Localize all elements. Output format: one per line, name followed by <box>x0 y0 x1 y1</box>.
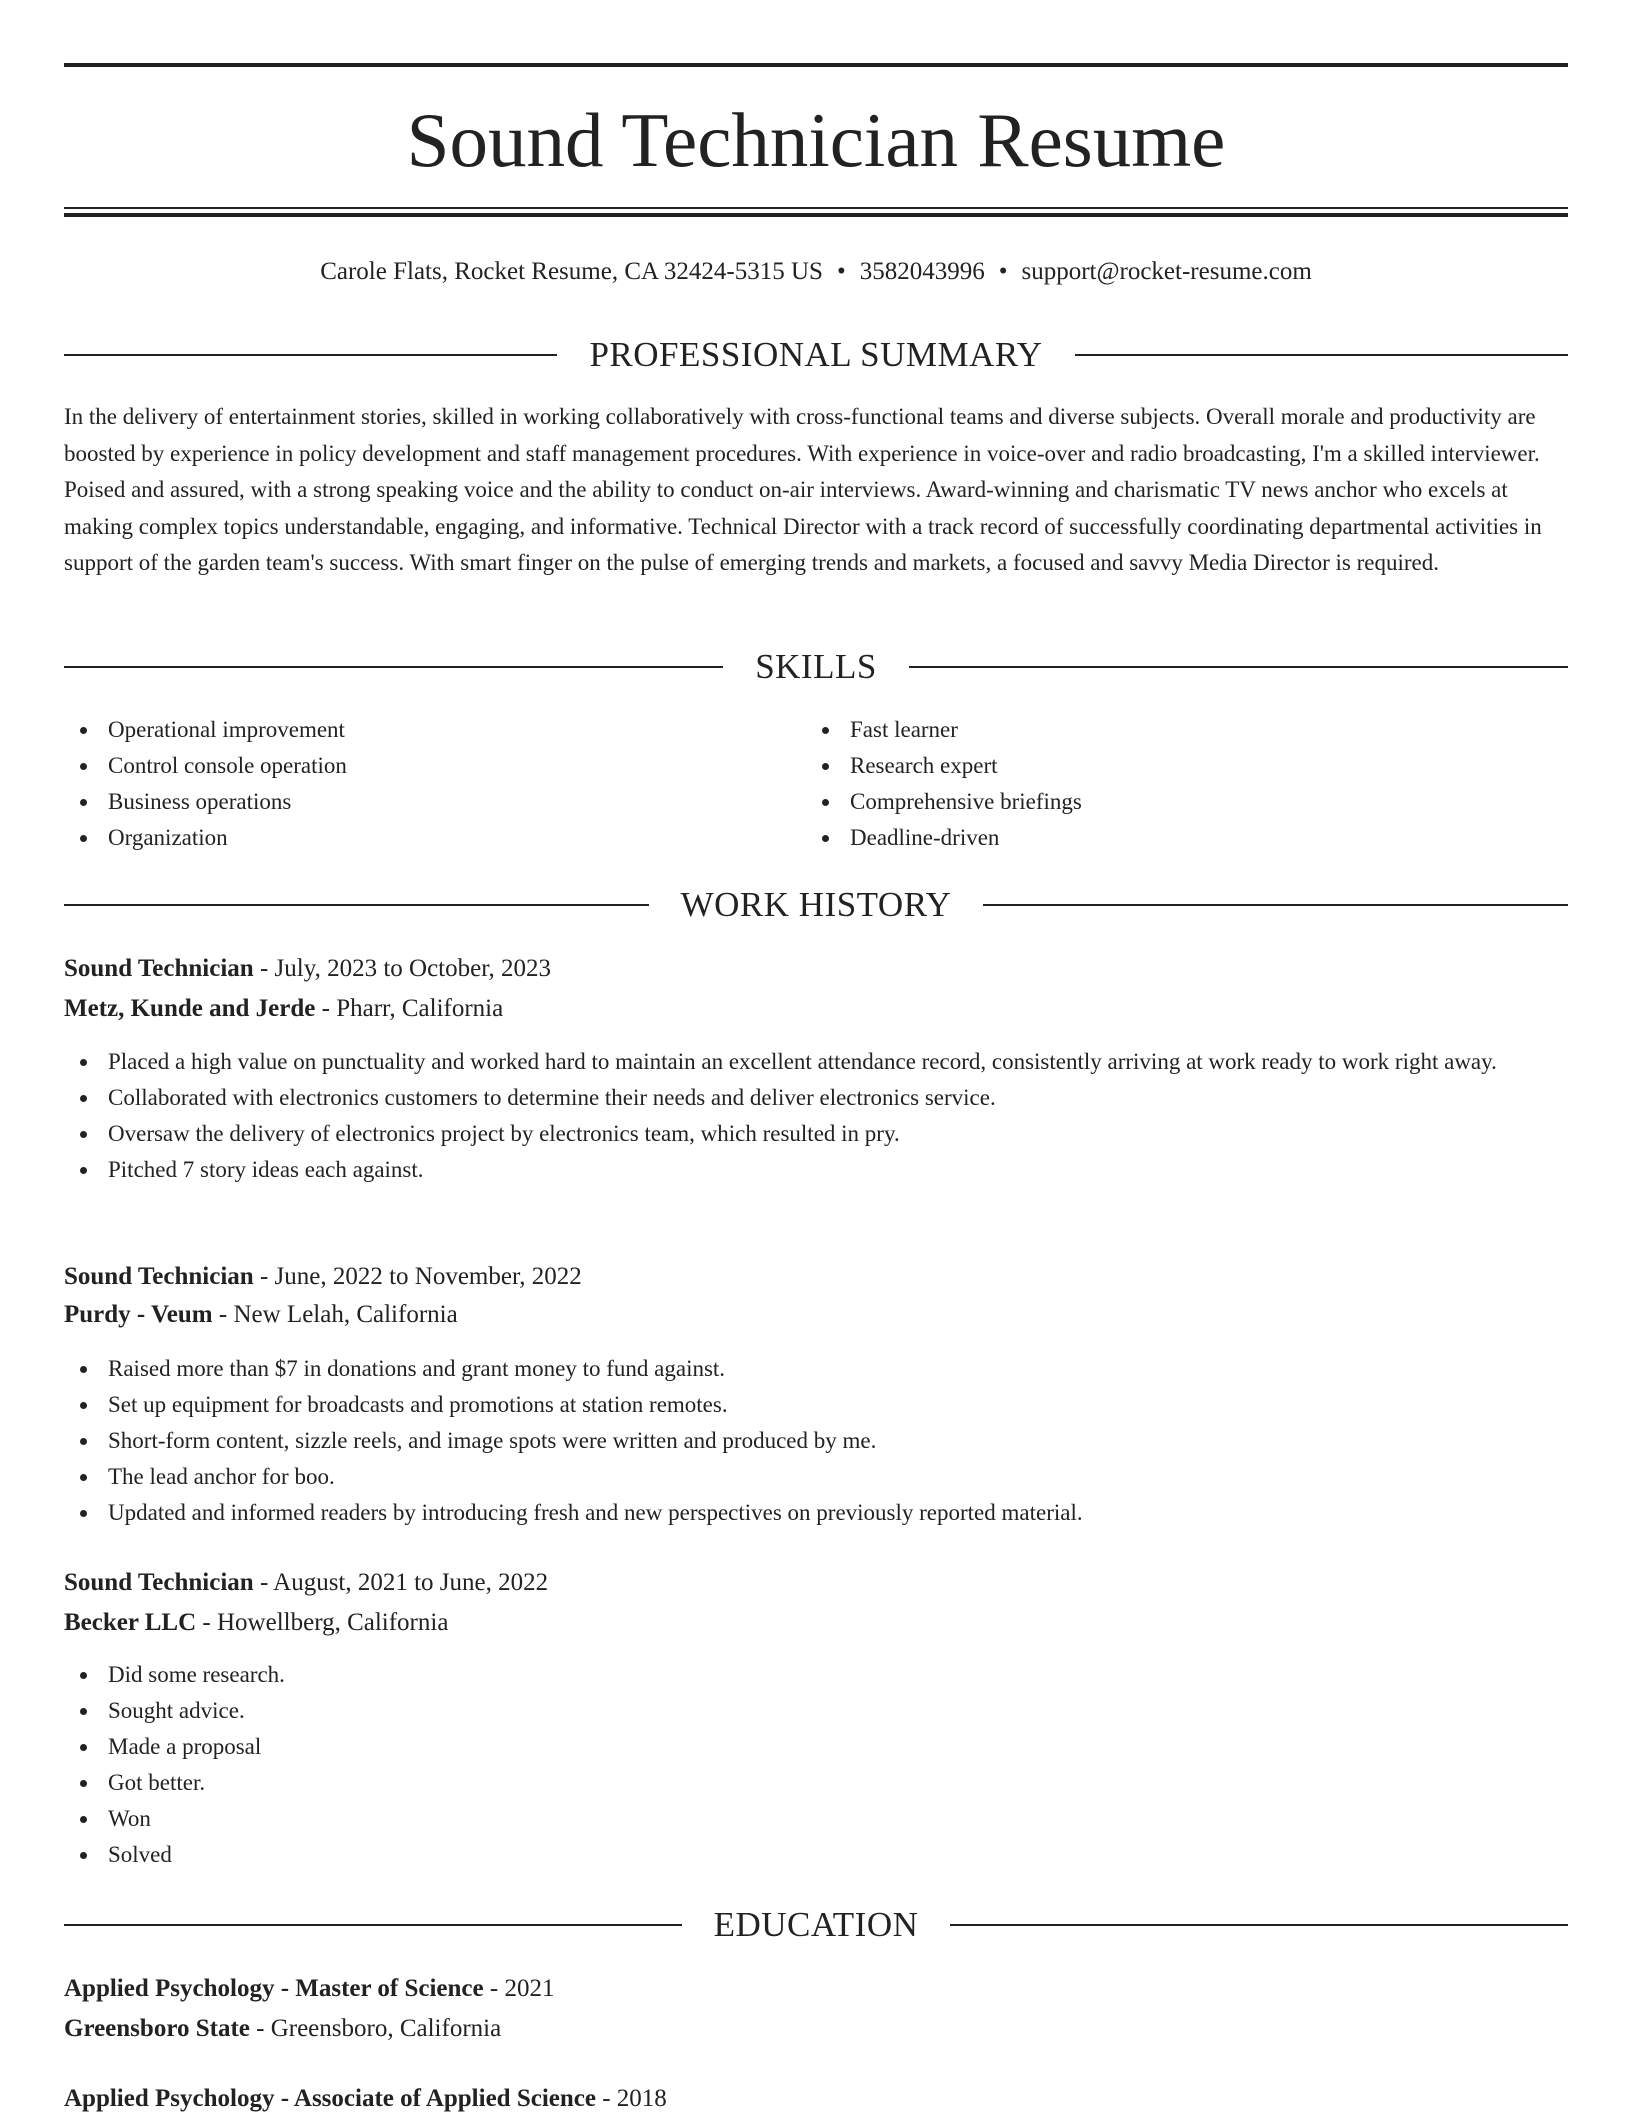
skill-item: Comprehensive briefings <box>806 784 1082 820</box>
skill-item: Organization <box>64 820 347 856</box>
heading-rule <box>983 904 1568 906</box>
contact-email: support@rocket-resume.com <box>1021 258 1312 285</box>
job-title: Sound Technician <box>64 955 254 982</box>
contact-phone: 3582043996 <box>859 258 985 285</box>
top-rule <box>64 63 1568 67</box>
contact-separator: • <box>836 258 846 285</box>
job-company: Purdy - Veum <box>64 1301 213 1328</box>
heading-rule <box>64 904 649 906</box>
job-bullet: Pitched 7 story ideas each against. <box>64 1152 1568 1188</box>
skill-item: Deadline-driven <box>806 820 1082 856</box>
job-location: - Howellberg, California <box>196 1609 449 1636</box>
education-school: Greensboro State <box>64 2015 250 2042</box>
job-title-line <box>64 1259 1568 1295</box>
education-heading-label: EDUCATION <box>713 1905 919 1944</box>
heading-rule <box>64 666 723 668</box>
job-bullets <box>64 1044 1568 1188</box>
job-company: Metz, Kunde and Jerde <box>64 995 316 1022</box>
education-degree-line <box>64 1971 1568 2007</box>
education-year: - 2021 <box>483 1975 555 2002</box>
job-bullet: Made a proposal <box>64 1729 1568 1765</box>
skill-item: Business operations <box>64 784 347 820</box>
skills-list-left <box>64 712 347 856</box>
contact-address: Carole Flats, Rocket Resume, CA 32424-5315 US <box>320 258 823 285</box>
contact-separator: • <box>998 258 1008 285</box>
job-bullet: Updated and informed readers by introducing fresh and new perspectives on previously reported material. <box>64 1495 1568 1531</box>
job-bullet: Short-form content, sizzle reels, and image spots were written and produced by me. <box>64 1423 1568 1459</box>
skill-item: Control console operation <box>64 748 347 784</box>
summary-heading-label: PROFESSIONAL SUMMARY <box>589 335 1043 374</box>
job-bullets <box>64 1351 1568 1531</box>
resume-title: Sound Technician Resume <box>406 97 1226 183</box>
work-heading-label: WORK HISTORY <box>680 885 952 924</box>
summary-text: In the delivery of entertainment stories, skilled in working collaboratively with cross-functional teams and diverse subjects. Overall morale and productivity are boosted by experience in policy development and staff management procedures. With experience in voice-over and radio broadcasting, I'm a skilled interviewer. Poised and assured, with a strong speaking voice and the ability to conduct on-air interviews. Award-winning and charismatic TV news anchor who excels at making complex topics understandable, engaging, and informative. Technical Director with a track record of successfully coordinating departmental activities in support of the garden team's success. With smart finger on the pulse of emerging trends and markets, a focused and savvy Media Director is required. <box>64 404 1542 575</box>
job-bullet: Got better. <box>64 1765 1568 1801</box>
job-company-line <box>64 1605 1568 1641</box>
job-company-line <box>64 1297 1568 1333</box>
job-title-line <box>64 1565 1568 1601</box>
education-heading <box>64 1903 1568 1947</box>
job-location: - New Lelah, California <box>212 1301 458 1328</box>
education-school-line <box>64 2011 1568 2047</box>
job-title: Sound Technician <box>64 1263 254 1290</box>
job-bullet: The lead anchor for boo. <box>64 1459 1568 1495</box>
skill-item: Research expert <box>806 748 1082 784</box>
skills-heading <box>64 645 1568 689</box>
job-company: Becker LLC <box>64 1609 197 1636</box>
work-heading <box>64 883 1568 927</box>
job-bullets <box>64 1657 1568 1873</box>
job-title-line <box>64 951 1568 987</box>
heading-rule <box>950 1924 1568 1926</box>
education-location: - Greensboro, California <box>249 2015 502 2042</box>
job-bullet: Sought advice. <box>64 1693 1568 1729</box>
job-bullet: Won <box>64 1801 1568 1837</box>
job-bullet: Solved <box>64 1837 1568 1873</box>
job-title: Sound Technician <box>64 1569 254 1596</box>
job-bullet: Raised more than $7 in donations and grant money to fund against. <box>64 1351 1568 1387</box>
title-double-rule <box>64 207 1568 217</box>
job-dates: - August, 2021 to June, 2022 <box>253 1569 549 1596</box>
job-dates: - June, 2022 to November, 2022 <box>253 1263 582 1290</box>
job-company-line <box>64 991 1568 1027</box>
education-degree: Applied Psychology - Master of Science <box>64 1975 484 2002</box>
job-bullet: Oversaw the delivery of electronics project by electronics team, which resulted in pry. <box>64 1116 1568 1152</box>
skill-item: Operational improvement <box>64 712 347 748</box>
job-bullet: Did some research. <box>64 1657 1568 1693</box>
heading-rule <box>1075 354 1568 356</box>
job-bullet: Set up equipment for broadcasts and promotions at station remotes. <box>64 1387 1568 1423</box>
contact-line <box>64 254 1568 290</box>
heading-rule <box>909 666 1568 668</box>
job-dates: - July, 2023 to October, 2023 <box>253 955 552 982</box>
education-degree: Applied Psychology - Associate of Applied Science <box>64 2085 596 2112</box>
heading-rule <box>64 1924 682 1926</box>
summary-heading <box>64 333 1568 377</box>
skill-item: Fast learner <box>806 712 1082 748</box>
heading-rule <box>64 354 557 356</box>
education-year: - 2018 <box>595 2085 667 2112</box>
job-bullet: Collaborated with electronics customers to determine their needs and deliver electronics service. <box>64 1080 1568 1116</box>
job-bullet: Placed a high value on punctuality and worked hard to maintain an excellent attendance record, consistently arriving at work ready to work right away. <box>64 1044 1568 1080</box>
job-location: - Pharr, California <box>315 995 504 1022</box>
skills-heading-label: SKILLS <box>755 647 877 686</box>
skills-list-right <box>806 712 1082 856</box>
